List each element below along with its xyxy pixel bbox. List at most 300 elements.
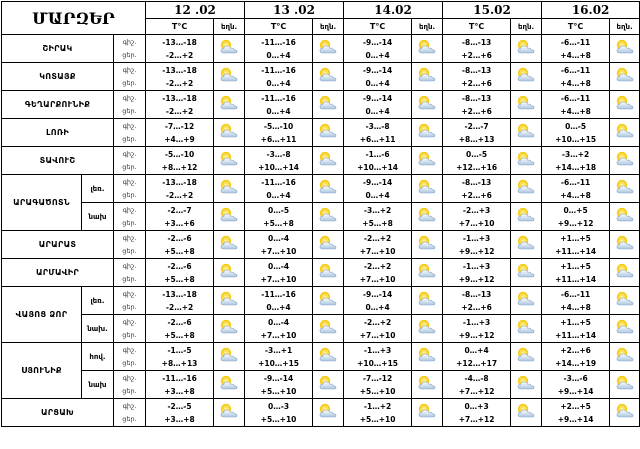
night-temperature: -3…+1 [264, 345, 293, 355]
temperature-cell [344, 119, 412, 147]
day-temperature: +3…+8 [164, 414, 195, 424]
night-temperature: -11…-16 [162, 373, 197, 383]
time-of-day-label [114, 399, 146, 427]
day-temperature: +7…+10 [260, 274, 297, 284]
partly-cloudy-icon [416, 123, 438, 143]
weather-cell [511, 231, 542, 259]
day-label: ցեր. [122, 274, 137, 283]
night-temperature: -9…-14 [263, 373, 294, 383]
weather-cell [313, 231, 344, 259]
night-temperature: 0…+3 [464, 401, 489, 411]
partly-cloudy-icon [614, 235, 636, 255]
night-temperature: -8…-13 [461, 177, 492, 187]
weather-cell [511, 147, 542, 175]
table-row [2, 231, 640, 259]
temperature-cell [542, 343, 610, 371]
temperature-cell [443, 343, 511, 371]
temperature-cell [344, 203, 412, 231]
temperature-cell [344, 63, 412, 91]
date-header: 15.02 [443, 2, 542, 19]
weather-cell [610, 147, 640, 175]
weather-header: եղն. [511, 19, 542, 35]
temperature-cell [344, 399, 412, 427]
weather-cell [313, 287, 344, 315]
partly-cloudy-icon [614, 375, 636, 395]
night-temperature: -11…-16 [261, 93, 296, 103]
night-temperature: -1…+3 [462, 233, 491, 243]
temperature-cell [245, 259, 313, 287]
weather-cell [610, 203, 640, 231]
temperature-cell [542, 371, 610, 399]
date-header: 12 .02 [146, 2, 245, 19]
partly-cloudy-icon [416, 179, 438, 199]
partly-cloudy-icon [317, 67, 339, 87]
temperature-cell [344, 35, 412, 63]
temperature-cell [146, 203, 214, 231]
region-name: ԱՐՑԱԽ [2, 399, 114, 427]
temperature-cell [146, 287, 214, 315]
partly-cloudy-icon [614, 151, 636, 171]
weather-cell [412, 231, 443, 259]
temperature-cell [443, 119, 511, 147]
day-temperature: +5…+8 [164, 246, 195, 256]
day-temperature: +4…+8 [560, 78, 591, 88]
table-row [2, 119, 640, 147]
subregion-label: լեռ. [82, 287, 114, 315]
temperature-cell [245, 203, 313, 231]
night-temperature: -1…-6 [365, 149, 390, 159]
partly-cloudy-icon [416, 319, 438, 339]
day-temperature: +5…+8 [164, 330, 195, 340]
temperature-cell [245, 371, 313, 399]
temperature-cell [443, 203, 511, 231]
time-of-day-label [114, 147, 146, 175]
day-label: ցեր. [122, 414, 137, 423]
day-temperature: +3…+6 [164, 218, 195, 228]
night-temperature: -7…-12 [164, 121, 195, 131]
day-temperature: +10…+14 [357, 162, 399, 172]
weather-cell [214, 259, 245, 287]
day-temperature: +4…+8 [560, 190, 591, 200]
temperature-cell [146, 63, 214, 91]
partly-cloudy-icon [515, 123, 537, 143]
partly-cloudy-icon [515, 67, 537, 87]
day-temperature: +7…+10 [359, 330, 396, 340]
partly-cloudy-icon [218, 123, 240, 143]
day-temperature: +5…+8 [164, 274, 195, 284]
night-label: գիշ. [122, 149, 137, 158]
partly-cloudy-icon [515, 151, 537, 171]
weather-cell [610, 119, 640, 147]
temperature-cell [245, 231, 313, 259]
night-temperature: -11…-16 [261, 177, 296, 187]
table-row [2, 399, 640, 427]
partly-cloudy-icon [317, 347, 339, 367]
date-header: 13 .02 [245, 2, 344, 19]
weather-cell [412, 119, 443, 147]
day-temperature: +6…+11 [359, 134, 396, 144]
temperature-cell [542, 315, 610, 343]
temperature-cell [146, 259, 214, 287]
partly-cloudy-icon [515, 95, 537, 115]
day-temperature: +8…+12 [161, 162, 198, 172]
night-temperature: -4…-8 [464, 373, 489, 383]
day-label: ցեր. [122, 386, 137, 395]
region-name: ՇԻՐԱԿ [2, 35, 114, 63]
day-temperature: +7…+10 [260, 246, 297, 256]
day-temperature: +7…+10 [359, 274, 396, 284]
partly-cloudy-icon [218, 179, 240, 199]
weather-cell [412, 371, 443, 399]
partly-cloudy-icon [515, 179, 537, 199]
day-temperature: +11…+14 [555, 246, 597, 256]
night-label: գիշ. [122, 261, 137, 270]
partly-cloudy-icon [416, 347, 438, 367]
night-temperature: -1…-5 [167, 345, 192, 355]
partly-cloudy-icon [416, 39, 438, 59]
night-temperature: -11…-16 [261, 37, 296, 47]
night-temperature: +2…+5 [560, 401, 591, 411]
day-label: ցեր. [122, 302, 137, 311]
night-temperature: +2…+6 [560, 345, 591, 355]
night-label: գիշ. [122, 373, 137, 382]
day-label: ցեր. [122, 218, 137, 227]
time-of-day-label [114, 35, 146, 63]
temperature-cell [146, 371, 214, 399]
day-temperature: +7…+10 [359, 246, 396, 256]
day-temperature: +4…+9 [164, 134, 195, 144]
weather-cell [214, 343, 245, 371]
temperature-cell [245, 343, 313, 371]
partly-cloudy-icon [218, 319, 240, 339]
temperature-cell [344, 175, 412, 203]
temperature-cell [443, 399, 511, 427]
weather-cell [412, 175, 443, 203]
temperature-cell [146, 91, 214, 119]
day-temperature: +4…+8 [560, 302, 591, 312]
forecast-table [1, 1, 640, 427]
night-temperature: +1…+5 [560, 317, 591, 327]
day-temperature: 0…+4 [365, 78, 390, 88]
weather-cell [214, 147, 245, 175]
partly-cloudy-icon [218, 375, 240, 395]
weather-cell [313, 119, 344, 147]
partly-cloudy-icon [416, 151, 438, 171]
day-temperature: +12…+16 [456, 162, 498, 172]
night-temperature: -3…+2 [561, 149, 590, 159]
temperature-cell [443, 315, 511, 343]
day-temperature: +5…+8 [263, 218, 294, 228]
temperature-cell [443, 231, 511, 259]
night-temperature: -7…-12 [362, 373, 393, 383]
partly-cloudy-icon [416, 235, 438, 255]
night-temperature: -13…-18 [162, 65, 197, 75]
weather-cell [214, 315, 245, 343]
partly-cloudy-icon [614, 263, 636, 283]
night-temperature: -13…-18 [162, 93, 197, 103]
night-temperature: -2…-7 [167, 205, 192, 215]
night-temperature: 0…-5 [268, 205, 290, 215]
temperature-cell [443, 175, 511, 203]
partly-cloudy-icon [218, 39, 240, 59]
weather-cell [412, 399, 443, 427]
night-label: գիշ. [122, 37, 137, 46]
partly-cloudy-icon [218, 235, 240, 255]
temperature-cell [542, 259, 610, 287]
time-of-day-label [114, 119, 146, 147]
weather-cell [511, 63, 542, 91]
day-temperature: +9…+14 [557, 414, 594, 424]
weather-cell [610, 35, 640, 63]
time-of-day-label [114, 175, 146, 203]
weather-header: եղն. [214, 19, 245, 35]
temperature-cell [146, 343, 214, 371]
day-temperature: +14…+19 [555, 358, 597, 368]
weather-cell [313, 343, 344, 371]
night-temperature: 0…-5 [565, 121, 587, 131]
day-temperature: +9…+12 [557, 218, 594, 228]
temperature-cell [146, 147, 214, 175]
date-header: 16.02 [542, 2, 640, 19]
temperature-cell [542, 175, 610, 203]
temperature-header: T°C [443, 19, 511, 35]
day-temperature: +2…+6 [461, 78, 492, 88]
day-temperature: +3…+8 [164, 386, 195, 396]
temperature-cell [245, 63, 313, 91]
temperature-cell [542, 63, 610, 91]
partly-cloudy-icon [515, 235, 537, 255]
weather-cell [511, 91, 542, 119]
region-name: ԼՈՌԻ [2, 119, 114, 147]
night-label: գիշ. [122, 177, 137, 186]
weather-header: եղն. [412, 19, 443, 35]
night-temperature: -8…-13 [461, 65, 492, 75]
weather-cell [214, 175, 245, 203]
subregion-label: նախ. [82, 315, 114, 343]
day-label: ցեր. [122, 358, 137, 367]
weather-cell [214, 203, 245, 231]
weather-cell [313, 203, 344, 231]
subregion-label: հով. [82, 343, 114, 371]
partly-cloudy-icon [218, 347, 240, 367]
temperature-cell [245, 315, 313, 343]
night-temperature: -1…+3 [363, 345, 392, 355]
table-row [2, 63, 640, 91]
day-temperature: +9…+12 [458, 330, 495, 340]
partly-cloudy-icon [317, 179, 339, 199]
date-header: 14.02 [344, 2, 443, 19]
night-temperature: -3…-8 [365, 121, 390, 131]
weather-cell [214, 371, 245, 399]
partly-cloudy-icon [317, 403, 339, 423]
region-name: ՏԱՎՈՒՇ [2, 147, 114, 175]
night-temperature: 0…-5 [466, 149, 488, 159]
day-temperature: 0…+4 [365, 302, 390, 312]
day-temperature: 0…+4 [266, 78, 291, 88]
night-temperature: -9…-14 [362, 65, 393, 75]
day-temperature: +6…+11 [260, 134, 297, 144]
night-temperature: -6…-11 [560, 65, 591, 75]
night-label: գիշ. [122, 289, 137, 298]
temperature-cell [245, 399, 313, 427]
weather-cell [214, 63, 245, 91]
night-temperature: -2…-7 [464, 121, 489, 131]
day-label: ցեր. [122, 50, 137, 59]
weather-cell [313, 91, 344, 119]
weather-cell [610, 91, 640, 119]
weather-cell [214, 91, 245, 119]
night-temperature: 0…-4 [268, 233, 290, 243]
day-temperature: +11…+14 [555, 274, 597, 284]
temperature-cell [443, 91, 511, 119]
subregion-label: լեռ. [82, 175, 114, 203]
weather-cell [511, 203, 542, 231]
weather-cell [412, 203, 443, 231]
partly-cloudy-icon [317, 291, 339, 311]
temperature-header: T°C [344, 19, 412, 35]
region-name: ԱՐԱԳԱԾՈՏՆ [2, 175, 82, 231]
partly-cloudy-icon [515, 263, 537, 283]
night-temperature: -13…-18 [162, 177, 197, 187]
night-temperature: 0…-4 [268, 317, 290, 327]
night-label: գիշ. [122, 345, 137, 354]
night-temperature: -5…-10 [263, 121, 294, 131]
partly-cloudy-icon [416, 95, 438, 115]
partly-cloudy-icon [317, 151, 339, 171]
temperature-cell [344, 315, 412, 343]
day-temperature: +4…+8 [560, 50, 591, 60]
partly-cloudy-icon [614, 179, 636, 199]
weather-cell [313, 371, 344, 399]
weather-cell [214, 399, 245, 427]
partly-cloudy-icon [614, 207, 636, 227]
weather-cell [214, 119, 245, 147]
subregion-label: նախ [82, 371, 114, 399]
weather-cell [511, 175, 542, 203]
night-temperature: -9…-14 [362, 37, 393, 47]
partly-cloudy-icon [218, 263, 240, 283]
temperature-cell [542, 231, 610, 259]
partly-cloudy-icon [614, 403, 636, 423]
temperature-cell [344, 147, 412, 175]
partly-cloudy-icon [614, 347, 636, 367]
weather-cell [610, 63, 640, 91]
temperature-cell [542, 203, 610, 231]
time-of-day-label [114, 259, 146, 287]
weather-cell [610, 231, 640, 259]
night-temperature: -2…+2 [363, 261, 392, 271]
weather-cell [412, 343, 443, 371]
night-temperature: -2…+2 [363, 317, 392, 327]
day-temperature: 0…+4 [266, 106, 291, 116]
partly-cloudy-icon [416, 67, 438, 87]
night-label: գիշ. [122, 93, 137, 102]
weather-cell [313, 399, 344, 427]
weather-header: եղն. [313, 19, 344, 35]
night-label: գիշ. [122, 205, 137, 214]
night-temperature: -9…-14 [362, 93, 393, 103]
night-temperature: -2…-6 [167, 317, 192, 327]
day-label: ցեր. [122, 106, 137, 115]
temperature-cell [245, 175, 313, 203]
table-row [2, 147, 640, 175]
day-temperature: +7…+12 [458, 414, 495, 424]
day-temperature: -2…+2 [165, 50, 194, 60]
time-of-day-label [114, 63, 146, 91]
temperature-cell [443, 259, 511, 287]
night-temperature: -2…+2 [363, 233, 392, 243]
weather-cell [511, 119, 542, 147]
time-of-day-label [114, 287, 146, 315]
table-row [2, 203, 640, 231]
table-row [2, 371, 640, 399]
weather-cell [313, 147, 344, 175]
day-temperature: +9…+14 [557, 386, 594, 396]
day-temperature: +8…+13 [458, 134, 495, 144]
weather-cell [313, 315, 344, 343]
night-temperature: -8…-13 [461, 289, 492, 299]
partly-cloudy-icon [317, 375, 339, 395]
night-label: գիշ. [122, 121, 137, 130]
partly-cloudy-icon [416, 375, 438, 395]
partly-cloudy-icon [416, 403, 438, 423]
temperature-cell [344, 91, 412, 119]
weather-cell [313, 63, 344, 91]
partly-cloudy-icon [614, 319, 636, 339]
partly-cloudy-icon [317, 95, 339, 115]
table-row [2, 343, 640, 371]
partly-cloudy-icon [317, 319, 339, 339]
table-row [2, 175, 640, 203]
partly-cloudy-icon [218, 207, 240, 227]
day-label: ցեր. [122, 190, 137, 199]
weather-cell [511, 315, 542, 343]
night-label: գիշ. [122, 401, 137, 410]
night-label: գիշ. [122, 233, 137, 242]
temperature-cell [542, 287, 610, 315]
weather-cell [412, 147, 443, 175]
partly-cloudy-icon [515, 375, 537, 395]
night-temperature: 0…+5 [563, 205, 588, 215]
night-temperature: -6…-11 [560, 93, 591, 103]
partly-cloudy-icon [317, 263, 339, 283]
day-temperature: +8…+13 [161, 358, 198, 368]
night-temperature: 0…+4 [464, 345, 489, 355]
day-temperature: +2…+6 [461, 190, 492, 200]
temperature-cell [146, 399, 214, 427]
weather-cell [313, 259, 344, 287]
weather-header: եղն. [610, 19, 640, 35]
partly-cloudy-icon [317, 207, 339, 227]
time-of-day-label [114, 91, 146, 119]
weather-cell [610, 259, 640, 287]
day-temperature: +9…+12 [458, 274, 495, 284]
temperature-cell [146, 175, 214, 203]
region-name: ԳԵՂԱՐՔՈՒՆԻՔ [2, 91, 114, 119]
night-temperature: -9…-14 [362, 177, 393, 187]
region-name: ԿՈՏԱՅՔ [2, 63, 114, 91]
subregion-label: նախ [82, 203, 114, 231]
day-temperature: +10…+14 [258, 162, 300, 172]
day-label: ցեր. [122, 246, 137, 255]
day-temperature: +2…+6 [461, 50, 492, 60]
day-temperature: -2…+2 [165, 78, 194, 88]
night-temperature: -8…-13 [461, 93, 492, 103]
night-temperature: -11…-16 [261, 289, 296, 299]
partly-cloudy-icon [515, 39, 537, 59]
partly-cloudy-icon [416, 291, 438, 311]
weather-cell [412, 35, 443, 63]
